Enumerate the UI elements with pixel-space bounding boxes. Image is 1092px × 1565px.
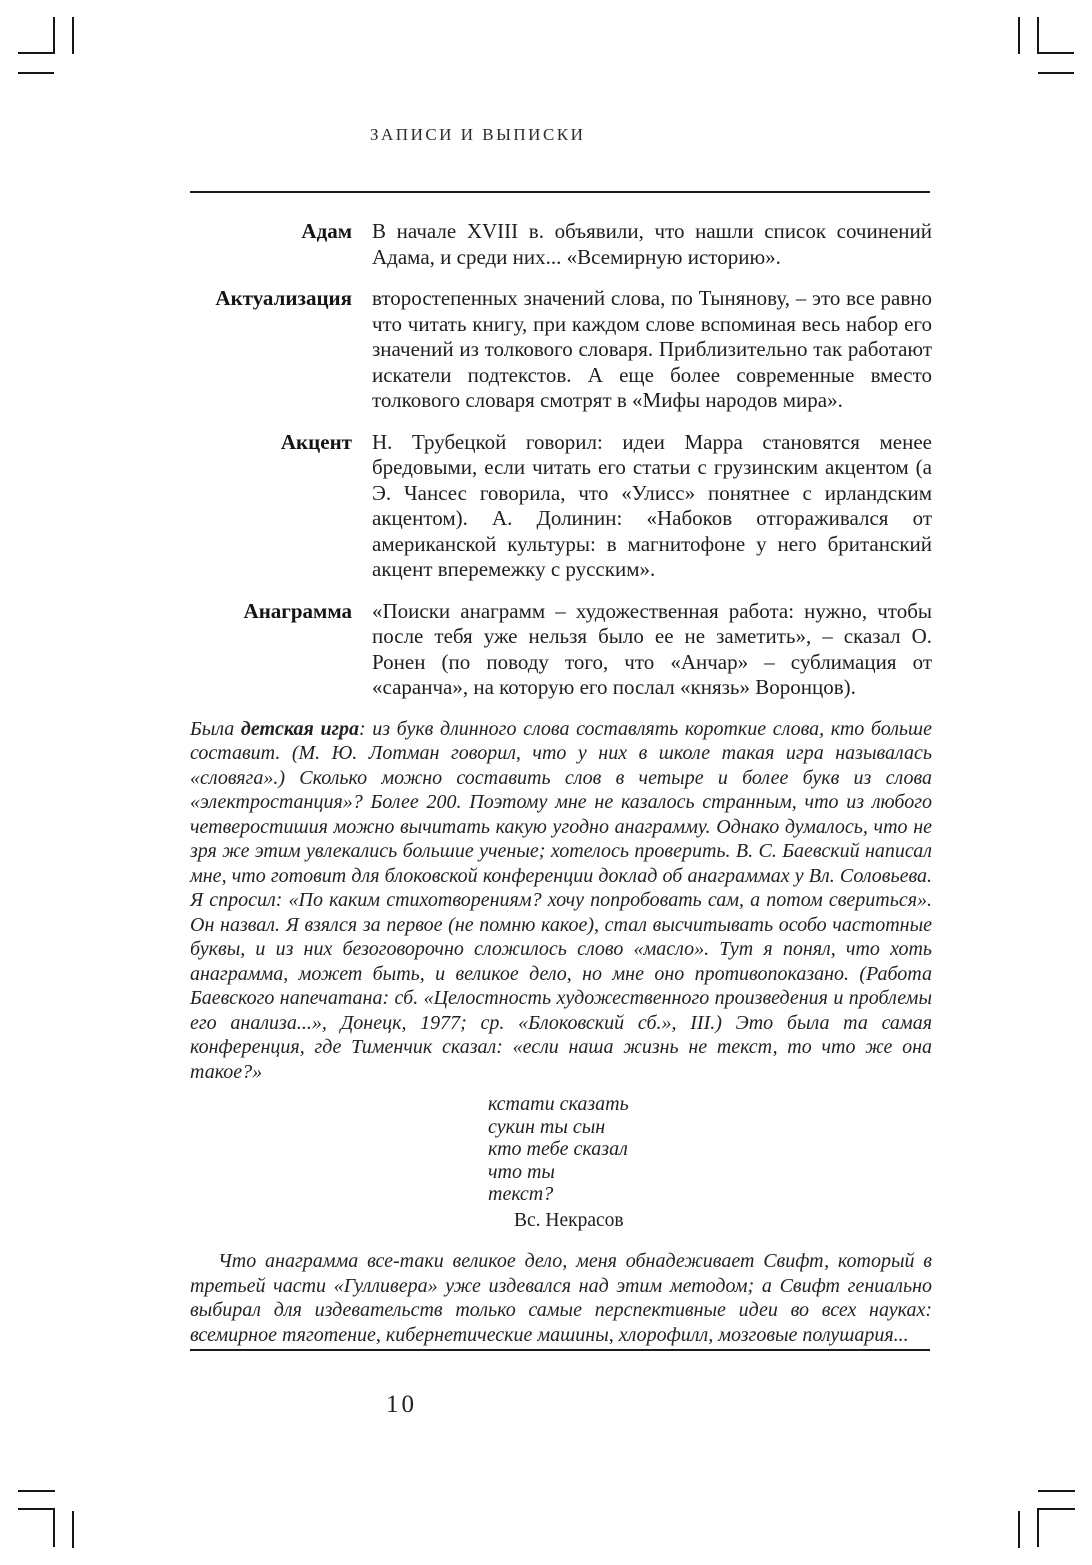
- entry-definition: «Поиски анаграмм – художественная работа: нужно, чтобы после тебя уже нельзя было ее не заметить», – сказал О. Ронен (по поводу того, что «Анчар» – сублимация от «саранча», на которую его послал «князь» Воронцов).: [372, 598, 932, 699]
- verse-line: что ты: [488, 1160, 555, 1183]
- entry-definition: Н. Трубецкой говорил: идеи Марра становятся менее бредовыми, если читать его статьи с грузинским акцентом (а Э. Чансес говорила, что «Улисс» понятнее с ирландским акцентом). А. Долинин: «Набоков отгораживался от американской культуры: в магнитофоне у него британский акцент вперемежку с русским».: [372, 429, 932, 581]
- crop-mark-line: [1038, 72, 1074, 74]
- crop-mark-line: [1037, 52, 1074, 54]
- entry-definition: второстепенных значений слова, по Тынянову, – это все равно что читать книгу, при каждом слове вспоминая весь набор его значений из толкового словаря. Приблизительно так работают искатели подтекстов. А еще более современные вместо толкового словаря смотрят в «Мифы народов мира».: [372, 286, 932, 412]
- crop-mark-line: [1037, 1508, 1039, 1547]
- crop-mark-line: [18, 72, 54, 74]
- dictionary-entry-aktualizacija: [190, 286, 932, 414]
- crop-mark-line: [1037, 1508, 1075, 1510]
- entry-term: Актуализация: [215, 286, 352, 310]
- crop-mark-line: [53, 17, 55, 54]
- crop-mark-line: [18, 1490, 55, 1492]
- crop-mark-line: [53, 1508, 55, 1547]
- entry-term: Адам: [301, 219, 352, 243]
- crop-mark-line: [1037, 17, 1039, 54]
- crop-mark-line: [1018, 1511, 1020, 1548]
- dictionary-entry-adam: [190, 219, 932, 270]
- verse-line: сукин ты сын: [488, 1115, 606, 1138]
- verse-attribution: Вс. Некрасов: [514, 1209, 624, 1231]
- anagram-note-body: : из букв длинного слова составлять короткие слова, кто больше составит. (М. Ю. Лотман говорил, что у них в школе такая игра называлась «словяга».) Сколько можно составить слов в четыре и более букв из слова «электростанция»? Более 200. Поэтому мне не казалось странным, что из любого четверостишия можно вычитать какую угодно анаграмму. Однако думалось, что не зря же этим увлекались большие ученые; хотелось проверить. В. С. Баевский написал мне, что готовит для блоковской конференции доклад об анаграммах у Вл. Соловьева. Я спросил: «По каким стихотворениям? хочу попробовать сам, а потом свериться». Он назвал. Я взялся за первое (не помню какое), стал высчитывать особо частотные буквы, и из них безоговорочно сложилось слово «масло». Тут я понял, что хоть анаграмма, может быть, и великое дело, но мне оно противопоказано. (Работа Баевского напечатана: сб. «Целостность художественного произведения и проблемы его анализа...», Донецк, 1977; ср. «Блоковский сб.», III.) Это была та самая конференция, где Тименчик сказал: «если наша жизнь не текст, то что же она такое?»: [190, 717, 932, 1083]
- entry-term: Акцент: [280, 429, 352, 454]
- verse-line: кто тебе сказал: [488, 1138, 628, 1160]
- crop-mark-line: [18, 1508, 55, 1510]
- dictionary-entry-anagramma: [190, 599, 932, 701]
- running-head: ЗАПИСИ И ВЫПИСКИ: [370, 125, 586, 144]
- page-number: 10: [386, 1391, 417, 1418]
- bottom-rule: [190, 1349, 930, 1351]
- verse-line: текст?: [488, 1183, 554, 1205]
- entry-definition: В начале XVIII в. объявили, что нашли список сочинений Адама, и среди них... «Всемирную историю».: [372, 219, 932, 269]
- crop-mark-line: [1038, 1490, 1075, 1492]
- closing-paragraph: Что анаграмма все-таки великое дело, меня обнадеживает Свифт, который в третьей части «Гулливера» уже издевался над этим методом; а Свифт гениально выбирал для издевательств только самые перспективные идеи во всех науках: всемирное тяготение, кибернетические машины, хлорофилл, мозговые полушария...: [190, 1250, 932, 1346]
- crop-mark-line: [1018, 17, 1020, 54]
- crop-mark-line: [18, 52, 55, 54]
- verse-block: [488, 1093, 932, 1232]
- anagram-note-paragraph: [190, 717, 932, 1085]
- verse-line: кстати сказать: [488, 1093, 629, 1115]
- crop-mark-line: [72, 1511, 74, 1548]
- top-rule: [190, 191, 930, 193]
- entry-term: Анаграмма: [243, 598, 352, 623]
- crop-mark-line: [72, 17, 74, 54]
- anagram-note-lead: Была: [190, 717, 241, 740]
- dictionary-entry-akcent: [190, 430, 932, 583]
- text-block: [190, 219, 932, 1347]
- anagram-note-bold-phrase: детская игра: [240, 717, 359, 740]
